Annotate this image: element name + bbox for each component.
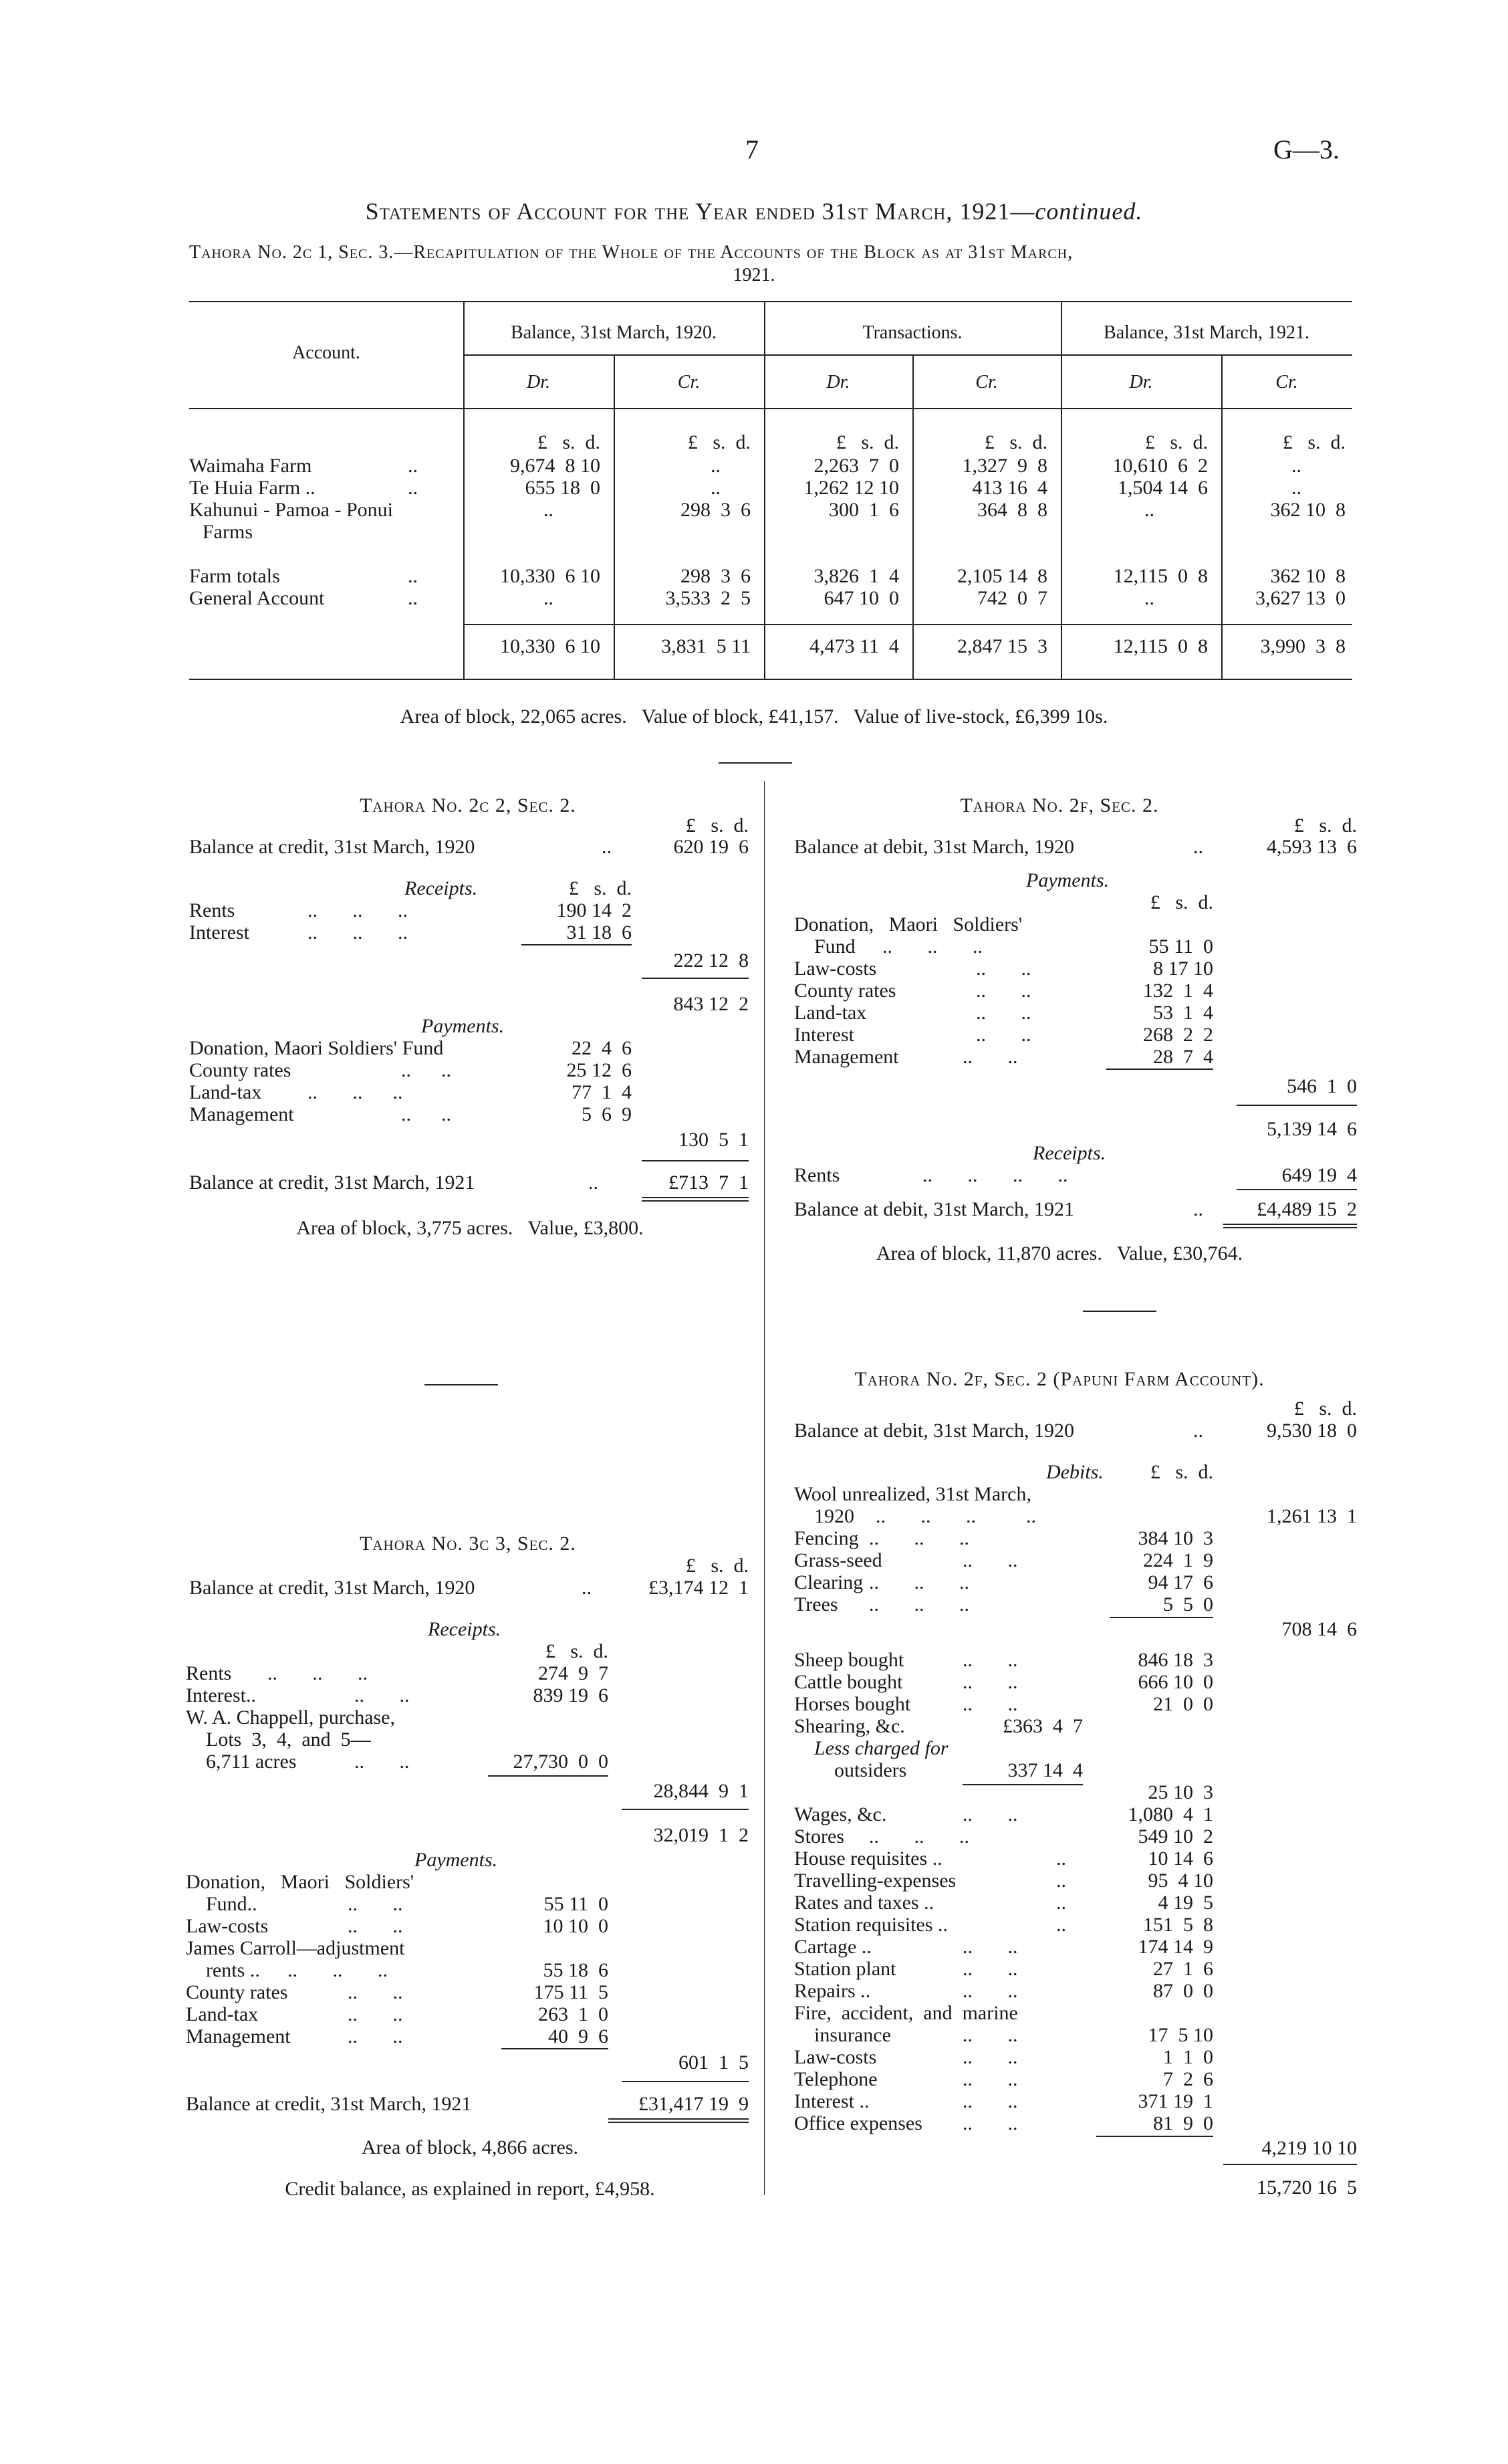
- leader-dots: .. ..: [963, 1693, 1018, 1715]
- receipt-amount: 190 14 2: [556, 899, 632, 921]
- receipt-label: Interest..: [186, 1684, 256, 1706]
- recap-units-4: £ s. d.: [984, 431, 1047, 453]
- leader-dots: .. .. ..: [267, 1662, 368, 1684]
- leader-dots: .. ..: [354, 1751, 410, 1773]
- payment-amount: 40 9 6: [548, 2025, 608, 2047]
- recap-cell: 1,327 9 8: [962, 455, 1047, 477]
- recap-header-bal1920: Balance, 31st March, 1920.: [511, 322, 717, 343]
- leader-dots: ..: [408, 565, 418, 587]
- recap-cr-2: Cr.: [975, 372, 998, 393]
- recap-row-label: Te Huia Farm ..: [189, 477, 316, 499]
- payment-amount: 55 11 0: [543, 1893, 608, 1915]
- subtotal: 5,139 14 6: [1267, 1118, 1357, 1140]
- payment-amount: 175 11 5: [533, 1981, 608, 2003]
- opening-amount: 620 19 6: [673, 836, 749, 858]
- leader-dots: .. .. ..: [307, 899, 408, 921]
- closing-label: Balance at credit, 31st March, 1921: [189, 1171, 475, 1194]
- recap-units-6: £ s. d.: [1282, 431, 1346, 453]
- shearing-gross: £363 4 7: [1003, 1715, 1083, 1737]
- payment-label: Land-tax: [186, 2003, 259, 2025]
- divider: [1083, 1311, 1156, 1312]
- recap-cell: 3,826 1 4: [813, 565, 899, 587]
- units: £ s. d.: [545, 1640, 608, 1662]
- recap-cell: ..: [1144, 499, 1154, 521]
- leader-dots: .. ..: [401, 1103, 451, 1125]
- payments-head: Payments.: [421, 1015, 505, 1037]
- recap-total: 3,831 5 11: [661, 635, 751, 657]
- receipts-head: Receipts.: [428, 1618, 501, 1640]
- debit-amount: 1,080 4 1: [1128, 1803, 1213, 1825]
- payment-label: County rates: [794, 980, 896, 1002]
- units: £ s. d.: [685, 1555, 749, 1577]
- payments-head: Payments.: [1026, 869, 1110, 891]
- debit-amount: 95 4 10: [1148, 1870, 1213, 1892]
- recap-row-label: General Account: [189, 587, 325, 609]
- divider: [719, 762, 792, 764]
- leader-dots: .. .. ..: [869, 1593, 969, 1615]
- recap-units-5: £ s. d.: [1144, 431, 1208, 453]
- debit-amount: 1 1 0: [1163, 2046, 1213, 2068]
- debit-label: insurance: [814, 2024, 891, 2046]
- recap-dr-2: Dr.: [826, 372, 850, 393]
- leader-dots: ..: [1056, 1892, 1066, 1914]
- leader-dots: .. ..: [963, 2090, 1018, 2112]
- payment-label: Interest: [794, 1024, 854, 1046]
- debit-amount: 371 19 1: [1138, 2090, 1213, 2112]
- recap-cell: 10,610 6 2: [1112, 455, 1208, 477]
- divider: [424, 1384, 498, 1385]
- debit-label: Clearing: [794, 1571, 864, 1593]
- leader-dots: .. ..: [963, 1936, 1018, 1958]
- leader-dots: .. ..: [963, 1671, 1018, 1693]
- acc-2f-title: Tahora No. 2f, Sec. 2.: [960, 794, 1159, 816]
- debit-amount: 81 9 0: [1153, 2112, 1213, 2134]
- closing-label: Balance at debit, 31st March, 1921: [794, 1198, 1075, 1220]
- recap-total: 4,473 11 4: [809, 635, 899, 657]
- recap-units-3: £ s. d.: [836, 431, 899, 453]
- leader-dots: ..: [582, 1577, 592, 1599]
- leader-dots: .. ..: [976, 958, 1031, 980]
- debit-label: Horses bought: [794, 1693, 911, 1715]
- leader-dots: .. ..: [348, 2003, 403, 2025]
- opening-amount: 9,530 18 0: [1267, 1420, 1357, 1442]
- leader-dots: .. ..: [963, 1958, 1018, 1980]
- recap-cell: 655 18 0: [525, 477, 600, 499]
- debit-amount: 666 10 0: [1138, 1671, 1213, 1693]
- payment-label: Donation, Maori Soldiers': [186, 1871, 414, 1893]
- main-title: Statements of Account for the Year ended 31st March, 1921—continued.: [365, 198, 1143, 225]
- payment-amount: 5 6 9: [582, 1103, 632, 1125]
- debits-head: Debits.: [1046, 1461, 1104, 1483]
- recap-cell: 413 16 4: [972, 477, 1047, 499]
- debit-label: House requisites ..: [794, 1847, 943, 1870]
- recap-cell: ..: [1144, 587, 1154, 609]
- acc-papuni-title: Tahora No. 2f, Sec. 2 (Papuni Farm Account).: [854, 1368, 1265, 1390]
- opening-amount: £3,174 12 1: [648, 1577, 749, 1599]
- leader-dots: .. .. ..: [287, 1959, 388, 1981]
- payment-amount: 77 1 4: [572, 1081, 632, 1103]
- payment-label: Fund: [814, 935, 856, 958]
- recap-cell: ..: [1291, 455, 1301, 477]
- debit-amount: 27 1 6: [1153, 1958, 1213, 1980]
- recap-row-label: Kahunui - Pamoa - Ponui: [189, 499, 393, 521]
- receipt-amount: 274 9 7: [538, 1662, 608, 1684]
- recap-cell: ..: [543, 499, 553, 521]
- acc-2f-note: Area of block, 11,870 acres. Value, £30,764.: [876, 1242, 1243, 1264]
- receipt-label: W. A. Chappell, purchase,: [186, 1706, 395, 1728]
- debit-amount: 5 5 0: [1163, 1593, 1213, 1615]
- debit-amount: 549 10 2: [1138, 1825, 1213, 1847]
- payment-label: Management: [186, 2025, 291, 2047]
- shearing-net: 25 10 3: [1148, 1781, 1213, 1803]
- leader-dots: ..: [408, 587, 418, 609]
- recap-cell: 647 10 0: [824, 587, 899, 609]
- receipt-label: Lots 3, 4, and 5—: [206, 1728, 371, 1751]
- payment-label: Donation, Maori Soldiers' Fund: [189, 1037, 444, 1059]
- debit-amount: 94 17 6: [1148, 1571, 1213, 1593]
- acc-3c3-note2: Credit balance, as explained in report, £4,958.: [285, 2178, 655, 2200]
- subtotal: 843 12 2: [673, 993, 749, 1015]
- debit-label: Stores: [794, 1825, 844, 1847]
- debit-amount: 384 10 3: [1138, 1527, 1213, 1549]
- payment-label: Management: [794, 1046, 899, 1068]
- leader-dots: ..: [1193, 836, 1203, 858]
- debit-label: Station plant: [794, 1958, 896, 1980]
- closing-amount: £4,489 15 2: [1257, 1198, 1357, 1220]
- debit-amount: 87 0 0: [1153, 1980, 1213, 2002]
- debit-label: Station requisites ..: [794, 1914, 948, 1936]
- acc-2c2-note: Area of block, 3,775 acres. Value, £3,800.: [296, 1217, 644, 1239]
- leader-dots: .. ..: [963, 1980, 1018, 2002]
- closing-amount: £713 7 1: [668, 1171, 749, 1194]
- payment-label: rents ..: [206, 1959, 260, 1981]
- payment-label: Land-tax: [794, 1002, 867, 1024]
- recap-row-label: Farm totals: [189, 565, 280, 587]
- recap-cell: ..: [711, 477, 721, 499]
- recap-header-transactions: Transactions.: [862, 322, 963, 343]
- receipt-amount: 649 19 4: [1281, 1164, 1357, 1186]
- receipt-label: 6,711 acres: [206, 1751, 297, 1773]
- leader-dots: .. .. ..: [869, 1825, 969, 1847]
- leader-dots: .. .. ..: [869, 1527, 969, 1549]
- recap-units-1: £ s. d.: [537, 431, 600, 453]
- leader-dots: ..: [1056, 1847, 1066, 1870]
- shearing-less-amount: 337 14 4: [1007, 1759, 1083, 1781]
- page-code: G—3.: [1273, 134, 1340, 164]
- subtotal: 32,019 1 2: [653, 1824, 749, 1846]
- recap-row-label: Waimaha Farm: [189, 455, 312, 477]
- payment-amount: 268 2 2: [1143, 1024, 1213, 1046]
- debit-label: Office expenses: [794, 2112, 922, 2134]
- opening-label: Balance at debit, 31st March, 1920: [794, 1420, 1075, 1442]
- debit-label: Wages, &c.: [794, 1803, 887, 1825]
- leader-dots: .. ..: [976, 980, 1031, 1002]
- recap-cell: 9,674 8 10: [510, 455, 600, 477]
- debit-label: Law-costs: [794, 2046, 877, 2068]
- leader-dots: .. ..: [401, 1059, 451, 1081]
- recap-header-account: Account.: [292, 342, 360, 363]
- debit-label: Fencing: [794, 1527, 859, 1549]
- leader-dots: .. ..: [963, 1046, 1018, 1068]
- leader-dots: .. .. .. ..: [876, 1505, 1036, 1527]
- debit-label: Repairs ..: [794, 1980, 871, 2002]
- receipt-label: Rents: [794, 1164, 840, 1186]
- leader-dots: ..: [588, 1171, 598, 1194]
- recap-title: Tahora No. 2c 1, Sec. 3.—Recapitulation of the Whole of the Accounts of the Block as at 31st March,: [189, 242, 1074, 263]
- debit-label: Trees: [794, 1593, 838, 1615]
- leader-dots: .. ..: [963, 2112, 1018, 2134]
- debit-amount: 151 5 8: [1143, 1914, 1213, 1936]
- receipts-total: 28,844 9 1: [653, 1780, 749, 1802]
- payment-label: County rates: [186, 1981, 288, 2003]
- payments-total: 601 1 5: [678, 2051, 749, 2074]
- units: £ s. d.: [1293, 814, 1357, 836]
- units: £ s. d.: [1150, 891, 1213, 913]
- debit-amount: 10 14 6: [1148, 1847, 1213, 1870]
- leader-dots: .. ..: [963, 2046, 1018, 2068]
- payment-amount: 25 12 6: [566, 1059, 632, 1081]
- receipt-label: Interest: [189, 921, 249, 943]
- receipt-amount: 27,730 0 0: [513, 1751, 608, 1773]
- acc-2c2-title: Tahora No. 2c 2, Sec. 2.: [360, 794, 576, 816]
- recap-cell: ..: [1291, 477, 1301, 499]
- recap-cell: 3,627 13 0: [1255, 587, 1346, 609]
- leader-dots: ..: [408, 455, 418, 477]
- leader-dots: ..: [1193, 1198, 1203, 1220]
- receipt-label: Rents: [189, 899, 235, 921]
- payments-total: 130 5 1: [678, 1129, 749, 1151]
- leader-dots: .. .. .. ..: [922, 1164, 1068, 1186]
- leader-dots: .. ..: [976, 1002, 1031, 1024]
- recap-header-bal1921: Balance, 31st March, 1921.: [1104, 322, 1309, 343]
- leader-dots: .. ..: [348, 1893, 403, 1915]
- recap-dr-3: Dr.: [1129, 372, 1153, 393]
- payment-amount: 55 11 0: [1148, 935, 1213, 958]
- leader-dots: .. ..: [963, 1649, 1018, 1671]
- units: £ s. d.: [1293, 1397, 1357, 1420]
- recap-cell: 3,533 2 5: [665, 587, 751, 609]
- recap-cr-1: Cr.: [677, 372, 701, 393]
- recap-cell: 1,262 12 10: [803, 477, 899, 499]
- column-divider: [764, 781, 765, 2195]
- units: £ s. d.: [1150, 1461, 1213, 1483]
- leader-dots: .. .. ..: [869, 1571, 969, 1593]
- debit-label: Rates and taxes ..: [794, 1892, 934, 1914]
- debit-label: Cattle bought: [794, 1671, 903, 1693]
- recap-cell: 10,330 6 10: [500, 565, 600, 587]
- debit-label: Fire, accident, and marine: [794, 2002, 1018, 2024]
- leader-dots: .. ..: [963, 2068, 1018, 2090]
- recap-cell: 742 0 7: [977, 587, 1047, 609]
- leader-dots: .. .. ..: [307, 1081, 403, 1103]
- opening-amount: 4,593 13 6: [1267, 836, 1357, 858]
- payment-amount: 55 18 6: [543, 1959, 608, 1981]
- recap-units-2: £ s. d.: [687, 431, 751, 453]
- leader-dots: .. ..: [963, 1803, 1018, 1825]
- leader-dots: ..: [1056, 1914, 1066, 1936]
- debit-label: Grass-seed: [794, 1549, 882, 1571]
- opening-label: Balance at credit, 31st March, 1920: [189, 836, 475, 858]
- payment-amount: 53 1 4: [1153, 1002, 1213, 1024]
- payment-amount: 132 1 4: [1143, 980, 1213, 1002]
- leader-dots: .. ..: [348, 1981, 403, 2003]
- recap-total: 12,115 0 8: [1113, 635, 1208, 657]
- recap-cell: 298 3 6: [680, 499, 751, 521]
- shearing-less-label: Less charged for: [814, 1737, 949, 1759]
- shearing-less-label: outsiders: [834, 1759, 907, 1781]
- recap-cell: 2,263 7 0: [813, 455, 899, 477]
- leader-dots: .. ..: [963, 1549, 1018, 1571]
- recap-total: 2,847 15 3: [957, 635, 1047, 657]
- debit-label: Telephone: [794, 2068, 878, 2090]
- opening-label: Balance at debit, 31st March, 1920: [794, 836, 1075, 858]
- payment-label: Fund..: [206, 1893, 257, 1915]
- payment-label: Law-costs: [186, 1915, 269, 1937]
- receipt-amount: 839 19 6: [533, 1684, 608, 1706]
- units: £ s. d.: [568, 877, 632, 899]
- payment-amount: 10 10 0: [543, 1915, 608, 1937]
- payments-total: 546 1 0: [1287, 1075, 1357, 1097]
- recap-title-year: 1921.: [733, 265, 775, 286]
- page-number: 7: [745, 134, 759, 164]
- leader-dots: .. .. ..: [307, 921, 408, 943]
- leader-dots: ..: [602, 836, 612, 858]
- recap-total: 10,330 6 10: [500, 635, 600, 657]
- debit-amount: 7 2 6: [1163, 2068, 1213, 2090]
- closing-amount: £31,417 19 9: [638, 2093, 749, 2115]
- payment-amount: 8 17 10: [1153, 958, 1213, 980]
- leader-dots: ..: [1193, 1420, 1203, 1442]
- payments-head: Payments.: [414, 1849, 498, 1871]
- leader-dots: .. ..: [348, 1915, 403, 1937]
- leader-dots: ..: [1056, 1870, 1066, 1892]
- recap-row-label: Farms: [203, 521, 253, 543]
- acc-3c3-note1: Area of block, 4,866 acres.: [361, 2136, 579, 2158]
- recap-total: 3,990 3 8: [1260, 635, 1346, 657]
- recap-cell: 362 10 8: [1270, 499, 1346, 521]
- recap-cell: ..: [543, 587, 553, 609]
- acc-3c3-title: Tahora No. 3c 3, Sec. 2.: [360, 1533, 576, 1555]
- debit-label: Cartage ..: [794, 1936, 872, 1958]
- recap-area-note: Area of block, 22,065 acres. Value of block, £41,157. Value of live-stock, £6,399 10s.: [400, 705, 1108, 727]
- closing-label: Balance at credit, 31st March, 1921: [186, 2093, 472, 2115]
- recap-cell: ..: [711, 455, 721, 477]
- receipt-label: Rents: [186, 1662, 232, 1684]
- opening-label: Balance at credit, 31st March, 1920: [189, 1577, 475, 1599]
- receipts-head: Receipts.: [1033, 1142, 1106, 1164]
- payment-label: Land-tax: [189, 1081, 262, 1103]
- grand-total: 15,720 16 5: [1257, 2176, 1357, 2199]
- debit-amount: 224 1 9: [1143, 1549, 1213, 1571]
- debit-amount: 17 5 10: [1148, 2024, 1213, 2046]
- leader-dots: ..: [408, 477, 418, 499]
- leader-dots: .. ..: [348, 2025, 403, 2047]
- leader-dots: .. .. ..: [882, 935, 983, 958]
- receipt-amount: 31 18 6: [566, 921, 632, 943]
- recap-cell: 2,105 14 8: [957, 565, 1047, 587]
- debit-amount: 846 18 3: [1138, 1649, 1213, 1671]
- payment-label: James Carroll—adjustment: [186, 1937, 405, 1959]
- leader-dots: .. ..: [354, 1684, 410, 1706]
- group1-total: 708 14 6: [1281, 1618, 1357, 1640]
- payment-label: County rates: [189, 1059, 291, 1081]
- debit-amount: 4 19 5: [1158, 1892, 1213, 1914]
- receipts-head: Receipts.: [404, 877, 478, 899]
- wool-label: Wool unrealized, 31st March,: [794, 1483, 1031, 1505]
- wool-label: 1920: [814, 1505, 854, 1527]
- group2-total: 4,219 10 10: [1261, 2137, 1357, 2159]
- debit-label: Sheep bought: [794, 1649, 904, 1671]
- payment-label: Donation, Maori Soldiers': [794, 913, 1023, 935]
- recap-cell: 300 1 6: [829, 499, 899, 521]
- recap-dr-1: Dr.: [526, 372, 550, 393]
- recap-cell: 362 10 8: [1270, 565, 1346, 587]
- recap-cell: 298 3 6: [680, 565, 751, 587]
- wool-amount: 1,261 13 1: [1267, 1505, 1357, 1527]
- debit-amount: 21 0 0: [1153, 1693, 1213, 1715]
- receipts-total: 222 12 8: [673, 949, 749, 972]
- recap-cr-3: Cr.: [1275, 372, 1298, 393]
- leader-dots: .. ..: [976, 1024, 1031, 1046]
- units: £ s. d.: [685, 814, 749, 836]
- payment-amount: 28 7 4: [1153, 1046, 1213, 1068]
- recap-cell: 1,504 14 6: [1118, 477, 1208, 499]
- recap-cell: 12,115 0 8: [1113, 565, 1208, 587]
- shearing-label: Shearing, &c.: [794, 1715, 905, 1737]
- payment-amount: 22 4 6: [572, 1037, 632, 1059]
- debit-label: Travelling-expenses: [794, 1870, 957, 1892]
- payment-label: Law-costs: [794, 958, 877, 980]
- payment-label: Management: [189, 1103, 294, 1125]
- payment-amount: 263 1 0: [538, 2003, 608, 2025]
- recap-cell: 364 8 8: [977, 499, 1047, 521]
- debit-label: Interest ..: [794, 2090, 870, 2112]
- debit-amount: 174 14 9: [1138, 1936, 1213, 1958]
- leader-dots: .. ..: [963, 2024, 1018, 2046]
